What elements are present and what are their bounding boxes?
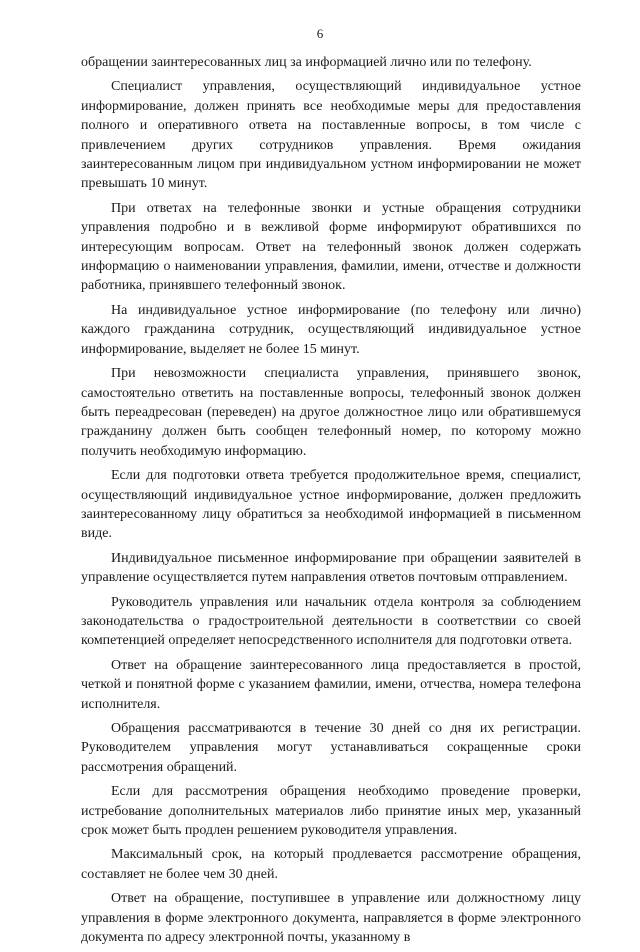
page-number: 6 (316, 26, 324, 41)
paragraph-call-redirect: При невозможности специалиста управления, принявшего звонок, самостоятельно ответить на поставленные вопросы, телефонный звонок должен быть переадресован (переведен) на другое должностное лицо или обратившемуся гражданину должен быть сообщен телефонный номер, по которому можно получить необходимую информацию. (81, 366, 581, 459)
paragraph-max-extension: Максимальный срок, на который продлевается рассмотрение обращения, составляет не более чем 30 дней. (81, 847, 581, 882)
paragraph-time-limit: На индивидуальное устное информирование (по телефону или лично) каждого гражданина сотрудник, осуществляющий индивидуальное устное информирование, выделяет не более 15 минут. (81, 302, 581, 357)
paragraph-executor: Руководитель управления или начальник отдела контроля за соблюдением законодательства о градостроительной деятельности в соответствии со своей компетенцией определяет непосредственного исполнителя для подготовки ответа. (81, 594, 581, 649)
paragraph-phone-answers: При ответах на телефонные звонки и устные обращения сотрудники управления подробно и в вежливой форме информируют обратившихся по интересующим вопросам. Ответ на телефонный звонок должен содержать информацию о наименовании управления, фамилии, имени, отчестве и должности работника, принявшего телефонный звонок. (81, 200, 581, 294)
paragraph-written-informing: Индивидуальное письменное информирование при обращении заявителей в управление осуществляется путем направления ответов почтовым отправлением. (81, 550, 581, 586)
paragraph-electronic-response: Ответ на обращение, поступившее в управление или должностному лицу управления в форме электронного документа, направляется в форме электронного документа по адресу электронной почты, указанному в (81, 891, 581, 946)
paragraph-extension: Если для рассмотрения обращения необходимо проведение проверки, истребование дополнительных материалов либо принятие иных мер, указанный срок может быть продлен решением руководителя управления. (81, 784, 581, 839)
paragraph-response-form: Ответ на обращение заинтересованного лица предоставляется в простой, четкой и понятной форме с указанием фамилии, имени, отчества, номера телефона исполнителя. (81, 657, 581, 712)
paragraph-continuation: обращении заинтересованных лиц за информацией лично или по телефону. (81, 55, 532, 70)
paragraph-review-period: Обращения рассматриваются в течение 30 дней со дня их регистрации. Руководителем управления могут устанавливаться сокращенные сроки рассмотрения обращений. (81, 721, 581, 775)
paragraph-specialist-informing: Специалист управления, осуществляющий индивидуальное устное информирование, должен принять все необходимые меры для предоставления полного и оперативного ответа на поставленные вопросы, в том числе с привлечением других сотрудников управления. Время ожидания заинтересованным лицом при индивидуальном устном информировании не может превышать 10 минут. (81, 79, 581, 192)
paragraph-written-request: Если для подготовки ответа требуется продолжительное время, специалист, осуществляющий индивидуальное устное информирование, должен предложить заинтересованному лицу обратиться за необходимой информацией в письменном виде. (81, 468, 581, 542)
document-body (81, 53, 581, 952)
